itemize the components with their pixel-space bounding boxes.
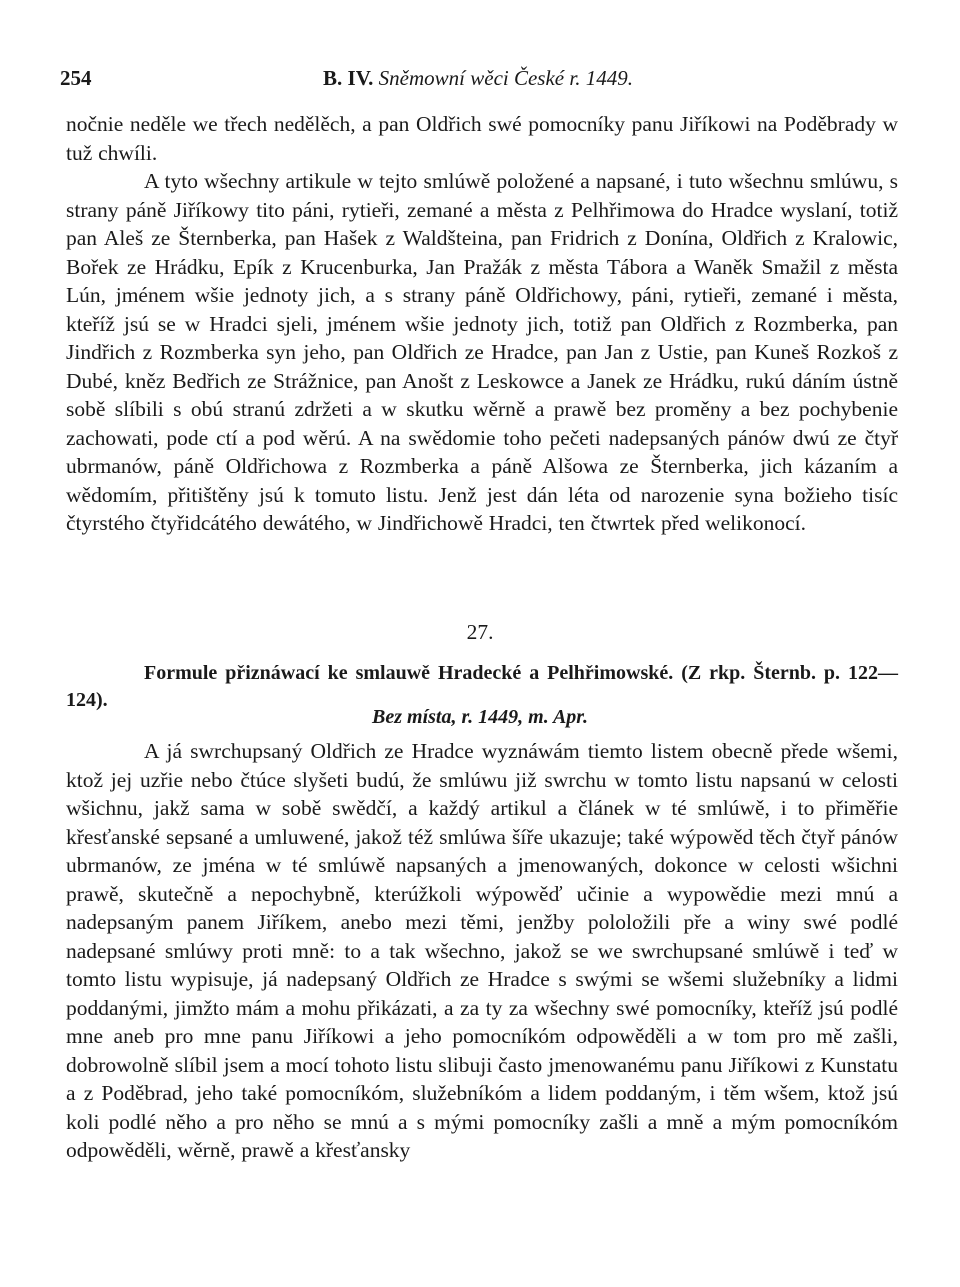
document-heading: Formule přiznáwací ke smlauwě Hradecké a Pelhřimowské. (Z rkp. Šternb. p. 122—124). — [66, 662, 898, 711]
section-label: B. IV. — [323, 66, 374, 90]
page-number: 254 — [60, 66, 92, 90]
document-number: 27. — [466, 620, 494, 644]
running-title — [60, 66, 896, 91]
paragraph: A já swrchupsaný Oldřich ze Hradce wyznáwám tiemto listem obecně přede wšemi, ktož jej uzřie nebo čtúce slyšeti budú, že smlúwu již swrchu w tomto listu napsanú w celosti wšichnu, jakž sama w sobě swědčí, a každý artikul a článek w té smlúwě, i to přiměřie křesťanské sepsané a umluwené, jakož též smlúwa šíře ukazuje; také wýpowěd těch čtyř pánów ubrmanów, ze jména w té smlúwě napsaných a jmenowaných, dokonce w celosti wšichni prawě, skutečně a nepochybně, kterúžkoli wýpowěď učinie a wypowědie mezi mnú a nadepsaným panem Jiříkem, anebo mezi těmi, jenžby pololožili pře a winy swé podlé nadepsané smlúwy proti mně: to a tak wšechno, jakož se we swrchupsané smlúwě i teď w tomto listu wypisuje, já nadepsaný Oldřich ze Hradce s swými se wšemi služebníky a lidmi poddanými, jimžto mám a mohu přikázati, a za ty za wšechny swé pomocníky, kteříž jsú podlé mne aneb pro mne panu Jiříkowi a jeho pomocníkóm odpowěděli a w tom pro mě zašli, dobrowolně slíbil jsem a mocí tohoto listu slibuji často jmenowanému panu Jiříkowi z Kunstatu a z Poděbrad, jeho také pomocníkóm, služebníkóm a lidem poddaným, i těm wšem, ktož jsú koli podlé něho a pro něho se mnú a s mými pomocníky zašli a mně a mým pomocníkóm odpowěděli, wěrně, prawě a křesťansky — [66, 739, 898, 1162]
paragraph: A tyto wšechny artikule w tejto smlúwě položené a napsané, i tuto wšechnu smlúwu, s strany páně Jiříkowy tito páni, rytieři, zemané a města z Pelhřimowa do Hradce wyslaní, totiž pan Aleš ze Šternberka, pan Hašek z Waldšteina, pan Fridrich z Donína, Oldřich z Kralowic, Bořek ze Hrádku, Epík z Krucenburka, Jan Pražák z města Tábora a Waněk Smažil z města Lún, jménem wšie jednoty jich, a s strany páně Oldřichowy, páni, rytieři, zemané i města, kteříž jsú se w Hradci sjeli, jménem wšie jednoty jich, totiž pan Oldřich z Rozmberka, pan Jindřich z Rozmberka syn jeho, pan Oldřich ze Hradce, pan Jan z Ustie, pan Kuneš Rozkoš z Dubé, kněz Bedřich ze Strážnice, pan Anošt z Leskowce a Janek ze Hrádku, rukú dáním ústně sobě slíbili s obú stranú zdržeti a w skutku wěrně a prawě bez proměny a bez pochybenie zachowati, pode ctí a pod wěrú. A na swědomie toho pečeti nadepsaných pánów dwú ze čtyř ubrmanów, páně Oldřichowa z Rozmberka a páně Alšowa ze Šternberka, jich kázaním a wědomím, přitištěny jsú k tomuto listu. Jenž jest dán léta od narozenie syna božieho tisíc čtyrstého čtyřidcátého dewátého, w Jindřichowě Hradci, ten čtwrtek před welikonocí. — [66, 169, 898, 535]
dateline: Bez místa, r. 1449, m. Apr. — [372, 706, 588, 728]
text-block-top — [66, 110, 898, 538]
paragraph: nočnie neděle we třech nedělěch, a pan Oldřich swé pomocníky panu Jiříkowi na Poděbrady w tuž chwíli. — [66, 112, 898, 165]
running-head — [60, 66, 896, 96]
text-block-bottom — [66, 737, 898, 1165]
chapter-title: Sněmowní wěci České r. 1449. — [378, 66, 633, 90]
